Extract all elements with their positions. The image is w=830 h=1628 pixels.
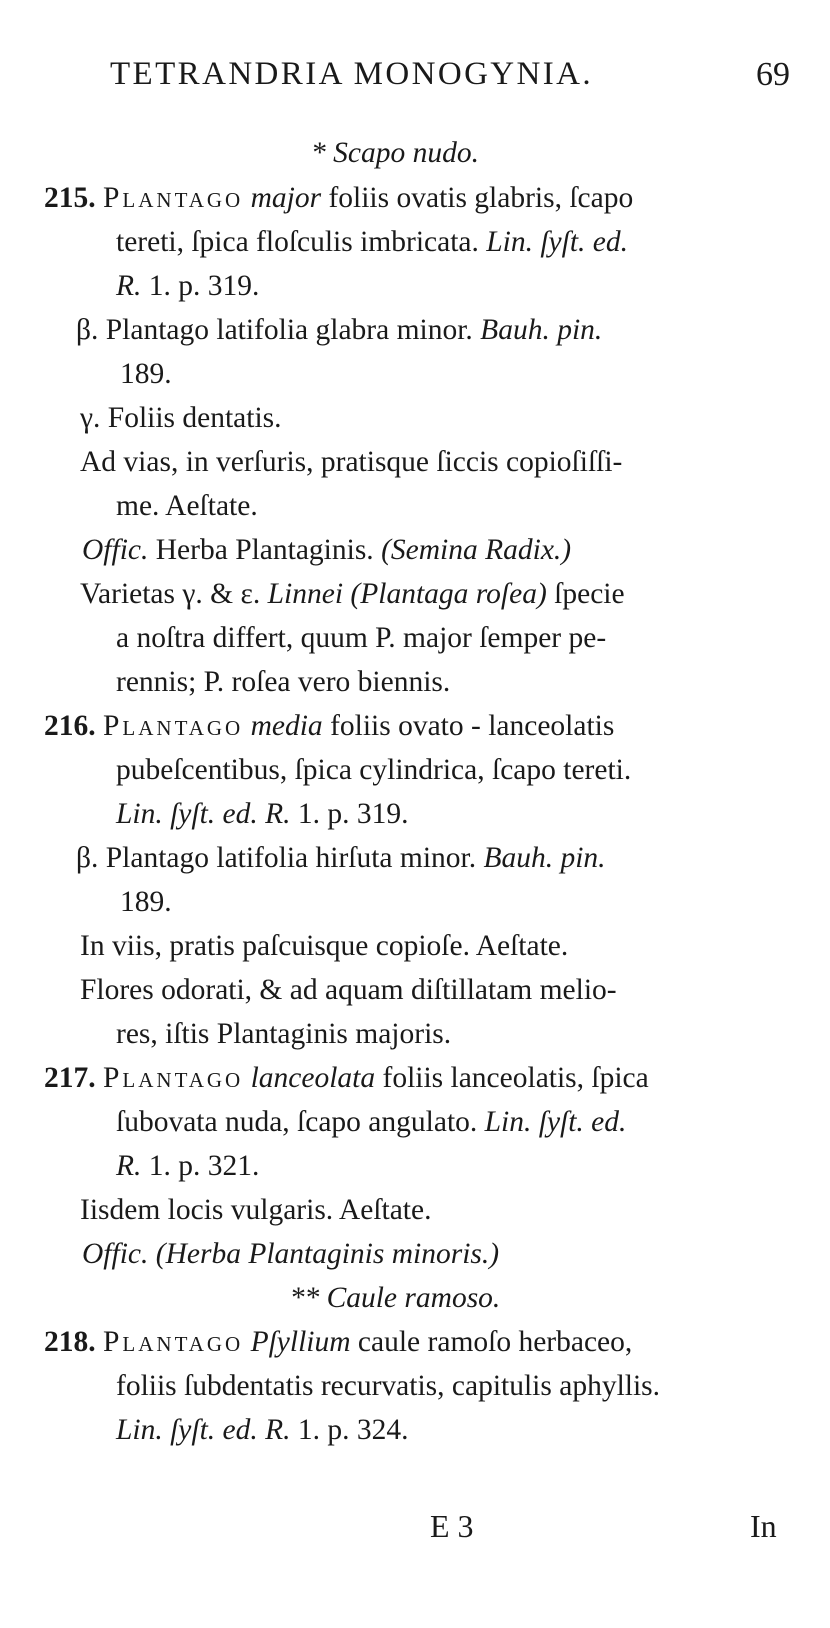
description-text: pubeſcentibus, ſpica cylindrica, ſcapo tereti. [116, 754, 632, 786]
entry-218-line-2 [116, 1368, 660, 1404]
reference-page: 189. [120, 886, 172, 918]
entry-215-note-line-1 [80, 576, 625, 612]
description-text: foliis lanceolatis, ſpica [382, 1062, 649, 1094]
page-header [110, 56, 790, 106]
officinal-label: Offic. [82, 534, 149, 566]
entry-217-habitat [80, 1192, 431, 1228]
reference-text: Lin. ſyſt. ed. [486, 226, 629, 258]
entry-215-variety-gamma [80, 400, 282, 436]
officinal-parts: (Semina Radix.) [381, 534, 572, 566]
entry-215-line-3 [116, 268, 259, 304]
reference-page: 189. [120, 358, 172, 390]
page-footer [0, 1508, 830, 1558]
reference-text: R. [116, 270, 142, 302]
reference-text: Bauh. pin. [483, 842, 606, 874]
species-name: major [250, 182, 322, 214]
genus-name: Plantago [103, 182, 244, 214]
variety-text: Plantago latifolia hirſuta minor. [105, 842, 477, 874]
section-heading-caule-ramoso [0, 1280, 790, 1316]
entry-218-line-3 [116, 1412, 409, 1448]
variety-mark: β. [76, 842, 99, 874]
habitat-text: me. Aeſtate. [116, 490, 258, 522]
genus-name: Plantago [103, 1062, 244, 1094]
entry-216-note-line-2 [116, 1016, 451, 1052]
entry-216-variety-beta [76, 840, 606, 876]
entry-216-line-1 [44, 708, 614, 744]
entry-218-line-1 [44, 1324, 632, 1360]
entry-217-line-2 [116, 1104, 626, 1140]
description-text: foliis ovato - lanceolatis [330, 710, 615, 742]
note-text: Flores odorati, & ad aquam diſtillatam melio- [80, 974, 617, 1006]
officinal-label: Offic. [82, 1238, 149, 1270]
reference-text: Lin. ſyſt. ed. [484, 1106, 627, 1138]
entry-215-habitat-line-1 [80, 444, 622, 480]
entry-number: 216. [44, 710, 96, 742]
reference-page: 1. p. 319. [297, 798, 409, 830]
habitat-text: Ad vias, in verſuris, pratisque ſiccis copioſiſſi- [80, 446, 623, 478]
entry-number: 218. [44, 1326, 96, 1358]
entry-215-note-line-2 [116, 620, 606, 656]
entry-216-variety-beta-page [120, 884, 172, 920]
entry-217-line-1 [44, 1060, 649, 1096]
entry-number: 217. [44, 1062, 96, 1094]
entry-215-variety-beta [76, 312, 602, 348]
reference-text: Lin. ſyſt. ed. R. [116, 798, 291, 830]
entry-215-note-line-3 [116, 664, 450, 700]
genus-name: Plantago [103, 1326, 244, 1358]
note-text: ſpecie [554, 578, 625, 610]
reference-page: 1. p. 321. [148, 1150, 260, 1182]
note-text: rennis; P. roſea vero biennis. [116, 666, 451, 698]
entry-215-line-1 [44, 180, 633, 216]
description-text: ſubovata nuda, ſcapo angulato. [116, 1106, 478, 1138]
entry-number: 215. [44, 182, 96, 214]
entry-216-habitat [80, 928, 568, 964]
section-heading-text: * Scapo nudo. [311, 137, 479, 169]
section-heading-text: ** Caule ramoso. [289, 1282, 501, 1314]
section-heading-scapo-nudo [0, 135, 790, 171]
variety-mark: β. [76, 314, 99, 346]
entry-217-line-3 [116, 1148, 259, 1184]
page-number: 69 [756, 56, 790, 93]
note-text: Varietas γ. & ε. [80, 578, 261, 610]
description-text: foliis ſubdentatis recurvatis, capitulis aphyllis. [116, 1370, 661, 1402]
reference-page: 1. p. 324. [297, 1414, 409, 1446]
reference-text: Lin. ſyſt. ed. R. [116, 1414, 291, 1446]
description-text: caule ramoſo herbaceo, [357, 1326, 633, 1358]
species-name: Pſyllium [250, 1326, 351, 1358]
entry-216-line-3 [116, 796, 409, 832]
reference-page: 1. p. 319. [148, 270, 260, 302]
entry-217-officinal [82, 1236, 499, 1272]
catchword: In [750, 1508, 777, 1544]
signature-mark: E 3 [430, 1508, 474, 1544]
genus-name: Plantago [103, 710, 244, 742]
description-text: foliis ovatis glabris, ſcapo [328, 182, 634, 214]
entry-216-line-2 [116, 752, 631, 788]
reference-text: Bauh. pin. [480, 314, 603, 346]
note-text: a noſtra differt, quum P. major ſemper pe- [116, 622, 607, 654]
species-name: media [250, 710, 323, 742]
variety-text: Foliis dentatis. [107, 402, 282, 434]
reference-text: R. [116, 1150, 142, 1182]
officinal-parts: (Herba Plantaginis minoris.) [155, 1238, 500, 1270]
note-italic-text: Linnei (Plantaga roſea) [267, 578, 547, 610]
entry-215-line-2 [116, 224, 628, 260]
entry-215-variety-beta-page [120, 356, 172, 392]
habitat-text: In viis, pratis paſcuisque copioſe. Aeſtate. [80, 930, 569, 962]
description-text: tereti, ſpica floſculis imbricata. [116, 226, 479, 258]
entry-215-officinal [82, 532, 571, 568]
running-title: TETRANDRIA MONOGYNIA. [110, 56, 594, 92]
entry-216-note-line-1 [80, 972, 617, 1008]
species-name: lanceolata [250, 1062, 376, 1094]
entry-215-habitat-line-2 [116, 488, 258, 524]
variety-mark: γ. [80, 402, 101, 434]
habitat-text: Iisdem locis vulgaris. Aeſtate. [80, 1194, 432, 1226]
officinal-text: Herba Plantaginis. [155, 534, 374, 566]
note-text: res, iſtis Plantaginis majoris. [116, 1018, 452, 1050]
variety-text: Plantago latifolia glabra minor. [105, 314, 473, 346]
